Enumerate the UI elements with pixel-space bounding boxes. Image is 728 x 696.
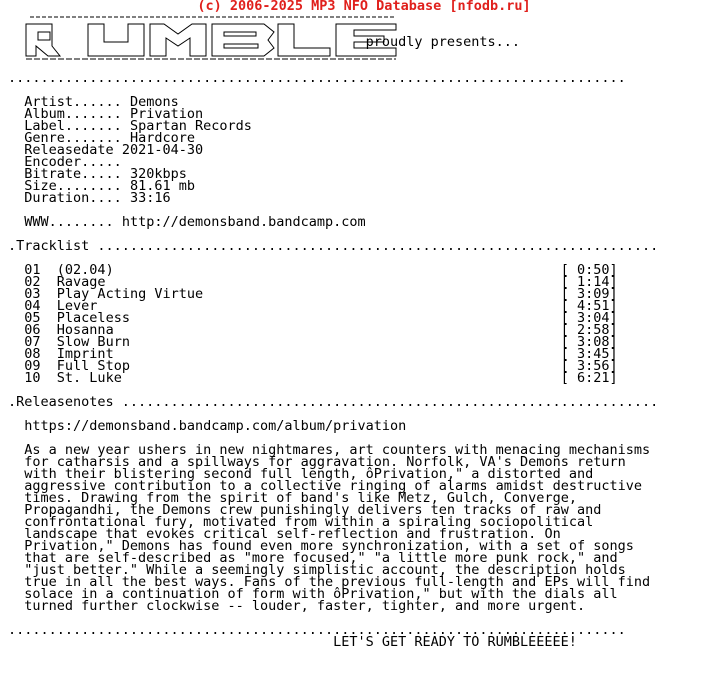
track-time: [ 4:51] [560,298,618,314]
info-value: Spartan Records [129,118,252,134]
track-title: Placeless [56,310,130,326]
track-number: 09 [24,358,41,374]
releasenotes-line [8,600,658,612]
www-link[interactable]: http://demonsband.bandcamp.com [121,214,366,230]
info-row-duration [8,190,171,206]
info-label: Album....... [24,106,122,122]
logo-tagline: proudly presents... [365,34,521,50]
releasenotes-text: solace in a continuation of form with ôPrivation," but with the dials all [24,586,618,602]
info-label: Duration.... [24,190,122,206]
track-title: Play Acting Virtue [56,286,204,302]
info-label: Artist...... [24,94,122,110]
info-value: 320kbps [129,166,187,182]
releasenotes-text: Propagandhi, the Demons crew punishingly delivers ten tracks of raw and [24,502,602,518]
track-time: [ 3:04] [560,310,618,326]
releasenotes-text: "just better." While a seemingly simplistic account, the description holds [24,562,626,578]
info-value: 81.61 mb [129,178,195,194]
releasenotes-text: true in all the best ways. Fans of the previous full-length and EPs will find [24,574,651,590]
releasenotes-text: confrontational fury, motivated from within a spiraling sociopolitical [24,514,594,530]
track-title: Hosanna [56,322,114,338]
track-time: [ 3:45] [560,346,618,362]
track-time: [ 3:56] [560,358,618,374]
track-number: 01 [24,262,41,278]
track-number: 07 [24,334,41,350]
releasenotes-body [8,444,658,612]
releasenotes-text: times. Drawing from the spirit of band's like Metz, Gulch, Converge, [24,490,577,506]
info-value: Privation [129,106,204,122]
releasenotes-text: landscape that evokes critical self-reflection and frustration. On [24,526,561,542]
releasenotes-text: with their blistering second full length, ôPrivation," a distorted and [24,466,594,482]
track-time: [ 6:21] [560,370,618,386]
info-value: 2021-04-30 [121,142,204,158]
track-title: Lever [56,298,98,314]
tracklist-heading: .Tracklist ..................................................................... [8,238,659,254]
track-number: 02 [24,274,41,290]
track-number: 04 [24,298,41,314]
track-title: (02.04) [56,262,114,278]
info-value: Hardcore [129,130,195,146]
track-time: [ 3:08] [560,334,618,350]
track-title: Full Stop [56,358,130,374]
tracklist [8,264,658,384]
track-number: 05 [24,310,41,326]
info-label: Label....... [24,118,122,134]
track-time: [ 3:09] [560,286,618,302]
releasenotes-url[interactable]: https://demonsband.bandcamp.com/album/privation [24,418,407,434]
info-label: Encoder..... [24,154,122,170]
info-label: Releasedate [24,142,114,158]
info-value: 33:16 [129,190,171,206]
releasenotes-text: for catharsis and a spillways for aggravation. Norfolk, VA's Demons return [24,454,626,470]
track-row [8,372,658,384]
track-number: 10 [24,370,41,386]
info-label: Bitrate..... [24,166,122,182]
releasenotes-text: Privation," Demons has found even more synchronization, with a set of songs [24,538,634,554]
track-number: 03 [24,286,41,302]
releasenotes-text: As a new year ushers in new nightmares, art counters with menacing mechanisms [24,442,651,458]
separator-top: ............................................................................ [8,70,626,86]
footer-slogan: LET'S GET READY TO RUMBLEEEEE! [333,634,577,650]
releasenotes-heading: .Releasenotes .................................................................. [8,394,659,410]
info-value: Demons [129,94,179,110]
releasenotes-text: turned further clockwise -- louder, faster, tighter, and more urgent. [24,598,586,614]
nfo-document [8,12,658,648]
info-label: Size........ [24,178,122,194]
info-label: WWW........ [24,214,114,230]
site-copyright-header: (c) 2006-2025 MP3 NFO Database [nfodb.ru] [197,0,531,14]
track-number: 06 [24,322,41,338]
separator-bottom: ............................................................................ [8,622,626,638]
track-number: 08 [24,346,41,362]
track-time: [ 1:14] [560,274,618,290]
releasenotes-text: that are self-described as "more focused," "a little more punk rock," and [24,550,618,566]
track-time: [ 2:58] [560,322,618,338]
track-title: Imprint [56,346,114,362]
track-time: [ 0:50] [560,262,618,278]
track-title: Slow Burn [56,334,130,350]
releasenotes-text: aggressive contribution to a collective ringing of alarms amidst destructive [24,478,642,494]
track-title: St. Luke [56,370,122,386]
info-label: Genre....... [24,130,122,146]
info-row-www [8,214,366,230]
track-title: Ravage [56,274,106,290]
